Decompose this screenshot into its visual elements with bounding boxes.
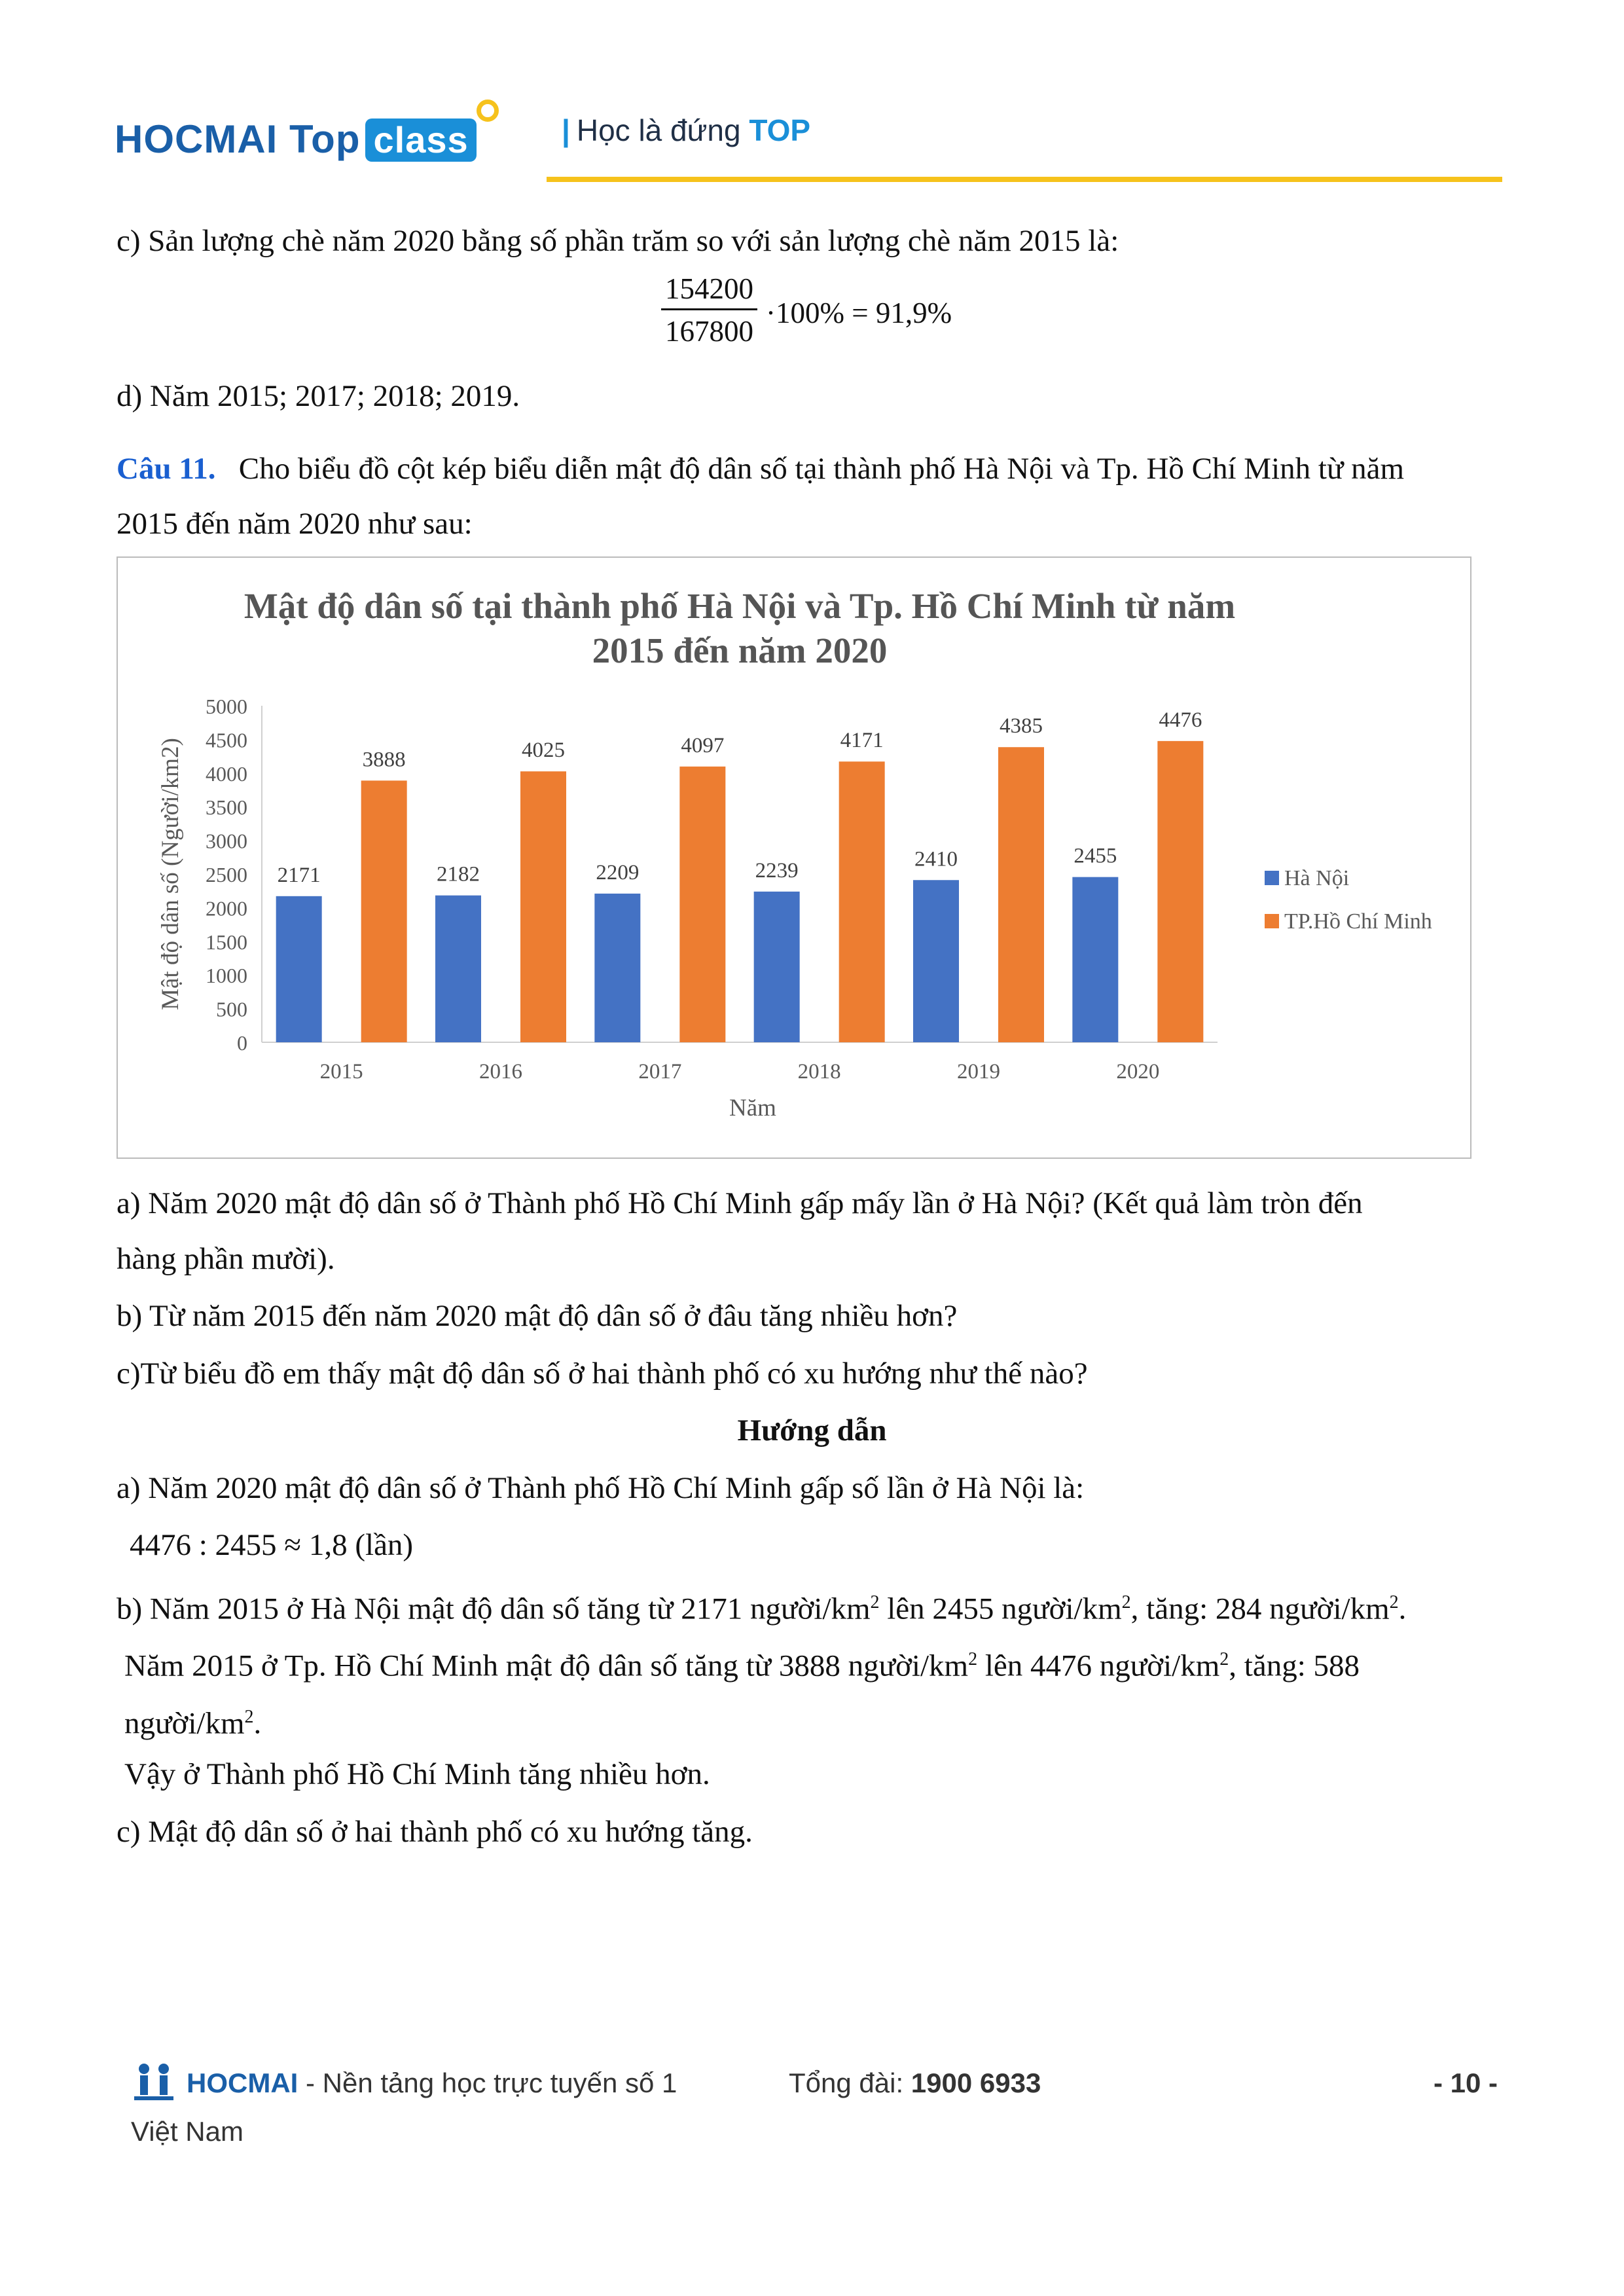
footer-brand: HOCMAI [187,2068,298,2098]
guide-b-line-2 [124,1640,1360,1686]
data-label: 2182 [437,862,480,886]
guide-b1-part: , tăng: 284 người/km [1130,1592,1390,1626]
x-tick-label: 2018 [797,1060,841,1084]
fraction-numerator: 154200 [661,272,757,310]
bar-hcm [998,747,1044,1042]
data-label: 4476 [1159,708,1202,732]
legend-label: Hà Nội [1284,866,1350,890]
data-label: 2171 [277,863,321,887]
x-tick-label: 2015 [319,1060,363,1084]
page-number: - 10 - [1434,2068,1498,2098]
prev-c-line: c) Sản lượng chè năm 2020 bằng số phần trăm so với sản lượng chè năm 2015 là: [117,224,1119,258]
subq-a-line-2: hàng phần mười). [117,1242,335,1276]
superscript: 2 [1121,1592,1131,1613]
slogan [562,113,810,148]
subq-a-line-1: a) Năm 2020 mật độ dân số ở Thành phố Hồ Chí Minh gấp mấy lần ở Hà Nội? (Kết quả làm tròn đến [117,1186,1363,1220]
gear-icon [477,100,499,122]
y-tick-label: 4000 [206,761,247,786]
question-text-1: Cho biểu đồ cột kép biểu diễn mật độ dân số tại thành phố Hà Nội và Tp. Hồ Chí Minh từ năm [238,452,1405,486]
superscript: 2 [1389,1592,1399,1613]
fraction-denominator: 167800 [665,315,753,348]
x-tick-label: 2020 [1116,1060,1160,1084]
brand-class-badge: class [365,118,476,162]
bar-ha-noi [435,896,481,1042]
y-tick-label: 1500 [206,930,247,954]
y-tick-label: 3000 [206,829,247,853]
subq-b: b) Từ năm 2015 đến năm 2020 mật độ dân số ở đâu tăng nhiều hơn? [117,1299,958,1333]
guide-b1-dot: . [1398,1592,1407,1626]
slogan-text: Học là đứng [576,113,741,147]
bar-hcm [361,780,407,1042]
data-label: 4385 [1000,714,1043,738]
guide-c: c) Mật độ dân số ở hai thành phố có xu hướng tăng. [117,1815,753,1849]
bar-chart [118,558,1473,1160]
data-label: 4171 [840,729,884,753]
brand-main: HOCMAI Top [115,117,361,161]
bar-ha-noi [1072,877,1118,1042]
guide-b-line-3 [124,1698,261,1743]
superscript: 2 [244,1707,254,1727]
y-axis-title: Mật độ dân số (Người/km2) [157,738,184,1010]
x-tick-label: 2019 [957,1060,1000,1084]
guide-b1-part: b) Năm 2015 ở Hà Nội mật độ dân số tăng từ 2171 người/km [117,1592,871,1626]
footer-tagline: - Nền tảng học trực tuyến số 1 [298,2068,677,2098]
x-axis-title: Năm [729,1095,776,1121]
x-tick-label: 2017 [638,1060,682,1084]
slogan-bar: | [562,113,570,147]
y-tick-label: 2000 [206,896,247,920]
question-line-2: 2015 đến năm 2020 như sau: [117,507,473,541]
superscript: 2 [1219,1649,1229,1669]
bar-ha-noi [594,894,640,1042]
prev-d-line: d) Năm 2015; 2017; 2018; 2019. [117,379,520,413]
x-tick-label: 2016 [479,1060,522,1084]
superscript: 2 [968,1649,978,1669]
y-tick-label: 3500 [206,795,247,820]
guide-b1-part: lên 2455 người/km [879,1592,1122,1626]
fraction-result: ·100% = 91,9% [766,297,952,329]
question-label: Câu 11. [117,452,216,486]
guide-b-line-4: Vậy ở Thành phố Hồ Chí Minh tăng nhiều hơn. [124,1757,710,1791]
subq-c: c)Từ biểu đồ em thấy mật độ dân số ở hai thành phố có xu hướng như thế nào? [117,1357,1088,1391]
guide-b-line-1 [117,1583,1406,1629]
bar-hcm [1157,741,1203,1042]
legend-swatch [1265,871,1279,885]
superscript: 2 [870,1592,880,1613]
bar-ha-noi [276,896,322,1042]
chart-container [117,556,1471,1159]
footer-hotline-label: Tổng đài: [789,2068,911,2098]
header-divider [547,177,1502,182]
bar-ha-noi [754,892,800,1042]
data-label: 4097 [681,733,725,757]
question-line-1 [117,449,1404,488]
data-label: 4025 [522,738,565,763]
guide-a-line-1: a) Năm 2020 mật độ dân số ở Thành phố Hồ Chí Minh gấp số lần ở Hà Nội là: [117,1471,1085,1505]
y-tick-label: 5000 [206,695,247,718]
data-label: 2455 [1074,844,1117,868]
chart-title-line-2: 2015 đến năm 2020 [592,630,888,670]
bar-hcm [679,767,725,1042]
slogan-top: TOP [749,113,811,147]
footer-hotline-number: 1900 6933 [911,2068,1041,2098]
guide-b3-part: người/km [124,1706,245,1741]
guide-b3-dot: . [253,1706,262,1741]
bar-hcm [520,771,566,1042]
data-label: 3888 [362,748,406,772]
guide-title: Hướng dẫn [737,1413,887,1448]
guide-b2-part: , tăng: 588 [1229,1649,1360,1683]
fraction [661,272,757,348]
legend-label: TP.Hồ Chí Minh [1284,909,1432,934]
bar-hcm [839,761,885,1042]
data-label: 2239 [755,858,799,883]
chart-title-line-1: Mật độ dân số tại thành phố Hà Nội và Tp. Hồ Chí Minh từ năm [244,586,1236,626]
data-label: 2209 [596,860,640,884]
footer-tagline-2: Việt Nam [131,2116,244,2147]
guide-b2-part: lên 4476 người/km [977,1649,1220,1683]
hocmai-logo-icon [131,2062,177,2102]
bar-ha-noi [913,880,959,1042]
y-tick-label: 2500 [206,863,247,886]
data-label: 2410 [914,847,958,871]
y-tick-label: 0 [237,1031,247,1055]
y-tick-label: 1000 [206,964,247,988]
legend-swatch [1265,914,1279,928]
y-tick-label: 500 [216,997,247,1021]
guide-b2-part: Năm 2015 ở Tp. Hồ Chí Minh mật độ dân số tăng từ 3888 người/km [124,1649,969,1683]
brand-logo [115,117,477,162]
guide-a-line-2: 4476 : 2455 ≈ 1,8 (lần) [130,1528,414,1562]
footer-hotline [789,2068,1041,2099]
y-tick-label: 4500 [206,728,247,752]
footer-brand-line [187,2068,677,2099]
